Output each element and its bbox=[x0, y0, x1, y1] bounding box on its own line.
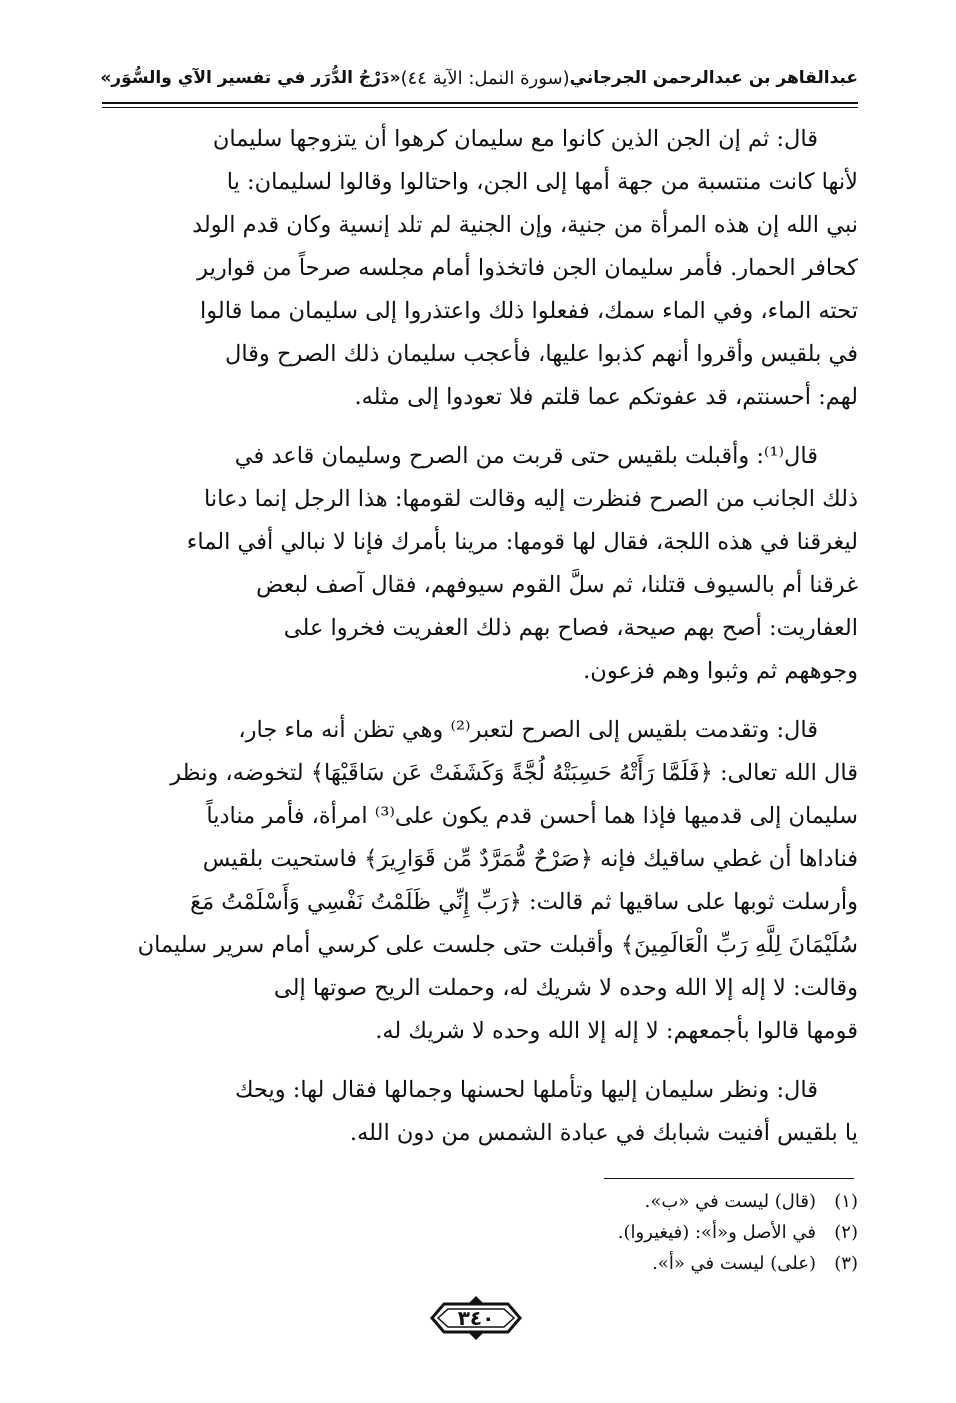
header-rule bbox=[102, 102, 858, 108]
text-line: ليغرقنا في هذه اللجة، فقال لها قومها: مرينا بأمرك فإنا لا نبالي أفي الماء bbox=[186, 529, 858, 555]
text-line: قال: وتقدمت بلقيس إلى الصرح لتعبر⁽²⁾ وهي تظن أنه ماء جار، bbox=[238, 717, 818, 743]
text-line: غرقنا أم بالسيوف قتلنا، ثم سلَّ القوم سيوفهم، فقال آصف لبعض bbox=[256, 572, 858, 598]
text-line: قال⁽¹⁾: وأقبلت بلقيس حتى قربت من الصرح وسليمان قاعد في bbox=[234, 443, 818, 469]
text-line: قال: ثم إن الجن الذين كانوا مع سليمان كرهوا أن يتزوجها سليمان bbox=[212, 126, 818, 152]
footnote-number: (١) bbox=[834, 1191, 858, 1212]
footnotes bbox=[102, 1186, 858, 1279]
footnote-text: (قال) ليست في «ب». bbox=[644, 1191, 816, 1212]
header-book-title: «دَرْجُ الدُّرَر في تفسير الآي والسُّوَر» bbox=[100, 68, 401, 88]
footnote-text: (على) ليست في «أ». bbox=[652, 1253, 816, 1274]
text-line: ذلك الجانب من الصرح فنظرت إليه وقالت لقومها: هذا الرجل إنما دعانا bbox=[204, 486, 858, 512]
paragraph-3 bbox=[102, 709, 858, 1053]
body-text bbox=[102, 118, 858, 1171]
text-line: وقالت: لا إله إلا الله وحده لا شريك له، وحملت الريح صوتها إلى bbox=[273, 975, 858, 1001]
footnote-text: في الأصل و«أ»: (فيغيروا). bbox=[617, 1222, 816, 1243]
text-line: يا بلقيس أفنيت شبابك في عبادة الشمس من دون الله. bbox=[349, 1120, 858, 1146]
footnote-number: (٣) bbox=[834, 1253, 858, 1274]
text-line: لهم: أحسنتم، قد عفوتكم عما قلتم فلا تعودوا إلى مثله. bbox=[354, 384, 858, 410]
paragraph-1 bbox=[102, 118, 858, 419]
text-line: قال: ونظر سليمان إليها وتأملها لحسنها وجمالها فقال لها: ويحك bbox=[234, 1077, 818, 1103]
footnote-1 bbox=[102, 1186, 858, 1217]
text-line: قومها قالوا بأجمعهم: لا إله إلا الله وحده لا شريك له. bbox=[375, 1018, 858, 1044]
text-line: كحافر الحمار. فأمر سليمان الجن فاتخذوا أمام مجلسه صرحاً من قوارير bbox=[197, 255, 858, 281]
text-line: قال الله تعالى: ﴿فَلَمَّا رَأَتْهُ حَسِبَتْهُ لُجَّةً وَكَشَفَتْ عَن سَاقَيْهَا﴾ لتخوضه، ونظر bbox=[170, 760, 858, 786]
footnote-3 bbox=[102, 1248, 858, 1279]
footnote-rule bbox=[604, 1178, 854, 1179]
text-line: نبي الله إن هذه المرأة من جنية، وإن الجنية لم تلد إنسية وكان قدم الولد bbox=[192, 212, 858, 238]
paragraph-4 bbox=[102, 1069, 858, 1155]
text-line: وجوههم ثم وثبوا وهم فزعون. bbox=[583, 658, 858, 684]
text-line: العفاريت: أصح بهم صيحة، فصاح بهم ذلك العفريت فخروا على bbox=[283, 615, 858, 641]
footnote-2 bbox=[102, 1217, 858, 1248]
text-line: فناداها أن غطي ساقيك فإنه ﴿صَرْحٌ مُّمَرَّدٌ مِّن قَوَارِيرَ﴾ فاستحيت بلقيس bbox=[202, 846, 858, 872]
text-line: سليمان إلى قدميها فإذا هما أحسن قدم يكون على⁽³⁾ امرأة، فأمر منادياً bbox=[206, 803, 858, 829]
header-author: عبدالقاهر بن عبدالرحمن الجرجاني bbox=[569, 68, 858, 88]
text-line: وأرسلت ثوبها على ساقيها ثم قالت: ﴿رَبِّ إِنِّي ظَلَمْتُ نَفْسِي وَأَسْلَمْتُ مَعَ bbox=[190, 889, 858, 915]
running-header bbox=[102, 58, 858, 98]
footnote-number: (٢) bbox=[834, 1222, 858, 1243]
page-number-ornament bbox=[428, 1294, 524, 1342]
paragraph-2 bbox=[102, 435, 858, 693]
page-number: ٣٤٠ bbox=[457, 1306, 495, 1330]
text-line: تحته الماء، وفي الماء سمك، ففعلوا ذلك واعتذروا إلى سليمان مما قالوا bbox=[199, 298, 858, 324]
text-line: سُلَيْمَانَ لِلَّهِ رَبِّ الْعَالَمِينَ﴾ وأقبلت حتى جلست على كرسي أمام سرير سليمان bbox=[137, 932, 858, 958]
text-line: لأنها كانت منتسبة من جهة أمها إلى الجن، واحتالوا وقالوا لسليمان: يا bbox=[226, 169, 858, 195]
header-surah: (سورة النمل: الآية ٤٤) bbox=[400, 67, 570, 89]
text-line: في بلقيس وأقروا أنهم كذبوا عليها، فأعجب سليمان ذلك الصرح وقال bbox=[224, 341, 858, 367]
